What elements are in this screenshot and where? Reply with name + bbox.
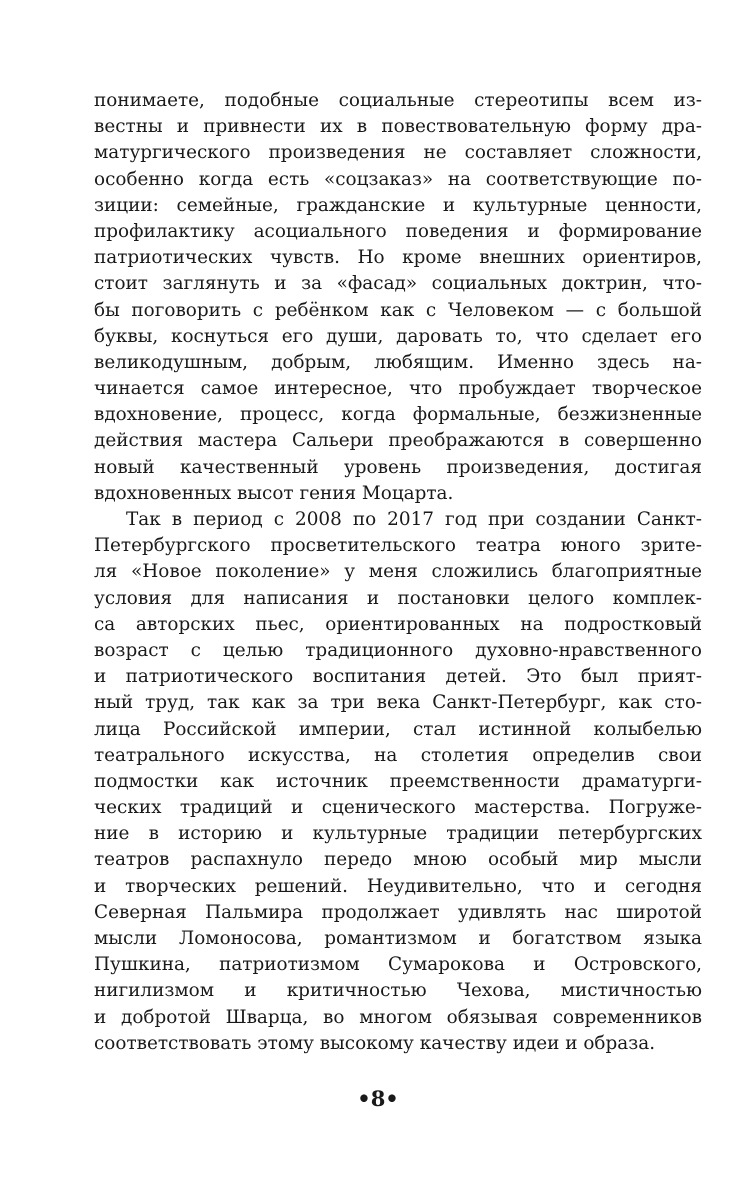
text-line: и творческих решений. Неудивительно, что и сегодня bbox=[94, 875, 702, 897]
text-line: вестны и привнести их в повествовательную форму дра- bbox=[94, 116, 702, 138]
text-line: возраст с целью традиционного духовно-нравственного bbox=[94, 639, 702, 661]
page-number: •8• bbox=[357, 1086, 399, 1111]
text-line: театров распахнуло передо мною особый мир мысли bbox=[94, 849, 702, 871]
paragraph-2 bbox=[94, 507, 702, 1057]
text-line: действия мастера Сальери преображаются в совершенно bbox=[94, 430, 702, 452]
text-line: нигилизмом и критичностью Чехова, мистичностью bbox=[94, 980, 702, 1002]
text-line: бы поговорить с ребёнком как с Человеком — с большой bbox=[94, 299, 702, 321]
text-line: са авторских пьес, ориентированных на подростковый bbox=[94, 613, 702, 635]
text-line: зиции: семейные, гражданские и культурные ценности, bbox=[94, 194, 702, 216]
text-line: театрального искусства, на столетия определив свои bbox=[94, 744, 702, 766]
text-line: понимаете, подобные социальные стереотипы всем из- bbox=[94, 90, 702, 111]
text-line: буквы, коснуться его души, даровать то, что сделает его bbox=[94, 325, 702, 347]
text-line: новый качественный уровень произведения, достигая bbox=[94, 456, 702, 478]
text-line: Пушкина, патриотизмом Сумарокова и Островского, bbox=[94, 954, 702, 976]
text-line: ние в историю и культурные традиции петербургских bbox=[94, 823, 702, 845]
text-line: великодушным, добрым, любящим. Именно здесь на- bbox=[94, 351, 702, 373]
text-line: стоит заглянуть и за «фасад» социальных доктрин, что- bbox=[94, 273, 702, 295]
text-line: лица Российской империи, стал истинной колыбелью bbox=[94, 718, 702, 740]
text-line: подмостки как источник преемственности драматурги- bbox=[94, 770, 702, 792]
text-line: вдохновение, процесс, когда формальные, безжизненные bbox=[94, 404, 702, 426]
text-line: ля «Новое поколение» у меня сложились благоприятные bbox=[94, 561, 702, 583]
text-line: ческих традиций и сценического мастерства. Погруже- bbox=[94, 797, 702, 819]
text-line: патриотических чувств. Но кроме внешних ориентиров, bbox=[94, 247, 702, 269]
text-line: ный труд, так как за три века Санкт-Петербург, как сто- bbox=[94, 692, 702, 714]
text-line: соответствовать этому высокому качеству идеи и образа. bbox=[94, 1032, 656, 1054]
text-line: особенно когда есть «соцзаказ» на соответствующие по- bbox=[94, 168, 702, 190]
text-line: и патриотического воспитания детей. Это был прият- bbox=[94, 666, 702, 688]
text-line: чинается самое интересное, что пробуждает творческое bbox=[94, 378, 702, 400]
body-text bbox=[94, 88, 702, 1057]
text-line: условия для написания и постановки целого комплек- bbox=[94, 587, 702, 609]
text-line: вдохновенных высот гения Моцарта. bbox=[94, 482, 454, 504]
text-line: Петербургского просветительского театра юного зрите- bbox=[94, 535, 702, 557]
text-line: матургического произведения не составляет сложности, bbox=[94, 142, 702, 164]
text-line: Так в период с 2008 по 2017 год при создании Санкт- bbox=[126, 509, 702, 530]
text-line: Северная Пальмира продолжает удивлять нас широтой bbox=[94, 901, 702, 923]
text-line: мысли Ломоносова, романтизмом и богатством языка bbox=[94, 928, 702, 949]
text-line: и добротой Шварца, во многом обязывая современников bbox=[94, 1006, 702, 1028]
text-line: профилактику асоциального поведения и формирование bbox=[94, 220, 702, 242]
paragraph-1 bbox=[94, 88, 702, 507]
